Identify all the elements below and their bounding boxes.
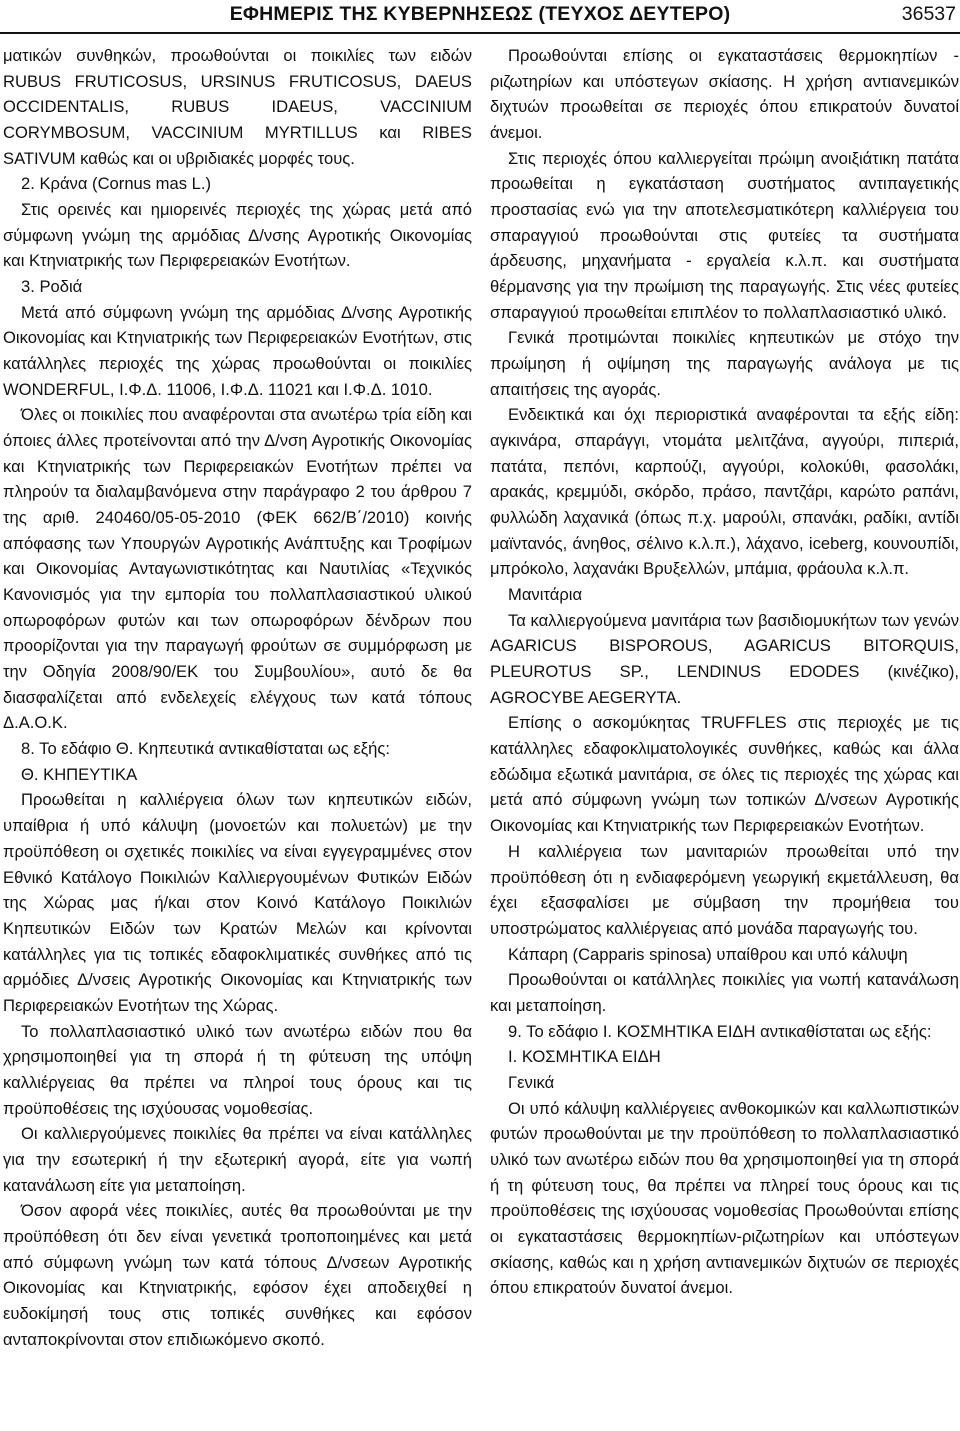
header-divider [0, 32, 960, 34]
paragraph: Προωθείται η καλλιέργεια όλων των κηπευτικών ειδών, υπαίθρια ή υπό κάλυψη (μονοετών και πολυετών) με την προϋπόθεση οι σχετικές ποικιλίες να είναι εγγεγραμμένες στον Εθνικό Κατάλογο Ποικιλιών Καλλιεργουμένων Φυτικών Ειδών της Χώρας μας ή/και στον Κοινό Κατάλογο Ποικιλιών Κηπευτικών Ειδών των Κρατών Μελών και κρίνονται κατάλληλες για τις τοπικές εδαφοκλιματικές συνθήκες από τις αρμόδιες Δ/νσεις Αγροτικής Οικονομίας και Κτηνιατρικής των Περιφερειακών Ενοτήτων της Χώρας. [3, 790, 472, 1015]
paragraph: Μετά από σύμφωνη γνώμη της αρμόδιας Δ/νσης Αγροτικής Οικονομίας και Κτηνιατρικής των Περιφερειακών Ενοτήτων, στις κατάλληλες περιοχές της χώρας προωθούνται οι ποικιλίες WONDERFUL, Ι.Φ.Δ. 11006, Ι.Φ.Δ. 11021 και Ι.Φ.Δ. 1010. [3, 302, 472, 399]
paragraph: Γενικά προτιμώνται ποικιλίες κηπευτικών με στόχο την πρωίμηση ή οψίμηση της παραγωγής ανάλογα με τις απαιτήσεις της αγοράς. [490, 328, 959, 399]
section-heading: 2. Κράνα (Cornus mas L.) [21, 174, 212, 194]
paragraph: Το πολλαπλασιαστικό υλικό των ανωτέρω ειδών που θα χρησιμοποιηθεί για τη σπορά ή τη φύτευση της υπόψη καλλιέργειας θα πρέπει να πληροί τους όρους και τις προϋποθέσεις της ισχύουσας νομοθεσίας. [3, 1021, 472, 1118]
paragraph: 9. Το εδάφιο Ι. ΚΟΣΜΗΤΙΚΑ ΕΙΔΗ αντικαθίσταται ως εξής: [508, 1021, 932, 1041]
page-number: 36537 [901, 3, 956, 25]
paragraph: Στις ορεινές και ημιορεινές περιοχές της χώρας μετά από σύμφωνη γνώμη της αρμόδιας Δ/νσης Αγροτικής Οικονομίας και Κτηνιατρικής των Περιφερειακών Ενοτήτων. [3, 200, 472, 271]
section-heading: Μανιτάρια [508, 585, 583, 605]
paragraph: Όσον αφορά νέες ποικιλίες, αυτές θα προωθούνται με την προϋπόθεση ότι δεν είναι γενετικά τροποποιημένες και μετά από σύμφωνη γνώμη των κατά τόπους Δ/νσεων Αγροτικής Οικονομίας και Κτηνιατρικής, εφόσον έχει αποδειχθεί η ευδοκίμησή τους στις τοπικές συνθήκες και εφόσον ανταποκρίνονται στον επιδιωκόμενο σκοπό. [3, 1201, 472, 1349]
paragraph: Οι υπό κάλυψη καλλιέργειες ανθοκομικών και καλλωπιστικών φυτών προωθούνται με την προϋπόθεση το πολλαπλασιαστικό υλικό των ανωτέρω ειδών που θα χρησιμοποιηθεί για τη σπορά ή τη φύτευση τους, θα πρέπει να πληρεί τους όρους και τις προϋποθέσεις της ισχύουσας νομοθεσίας Προωθούνται επίσης οι εγκαταστάσεις θερμοκηπίων-ριζωτηρίων και υπόστεγων σκίασης, καθώς και η χρήση αντιανεμικών διχτυών σε περιοχές όπου επικρατούν δυνατοί άνεμοι. [490, 1098, 959, 1298]
section-heading: Ι. ΚΟΣΜΗΤΙΚΑ ΕΙΔΗ [508, 1047, 661, 1067]
paragraph: Προωθούνται οι κατάλληλες ποικιλίες για νωπή κατανάλωση και μεταποίηση. [490, 970, 959, 1015]
right-column [490, 43, 959, 1301]
paragraph: Προωθούνται επίσης οι εγκαταστάσεις θερμοκηπίων - ριζωτηρίων και υπόστεγων σκίασης. Η χρήση αντιανεμικών διχτυών προωθείται σε περιοχές όπου επικρατούν δυνατοί άνεμοι. [490, 46, 959, 143]
left-column [3, 43, 472, 1352]
paragraph: 8. Το εδάφιο Θ. Κηπευτικά αντικαθίσταται ως εξής: [21, 739, 391, 759]
section-heading: 3. Ροδιά [21, 277, 83, 297]
gazette-title: ΕΦΗΜΕΡΙΣ ΤΗΣ ΚΥΒΕΡΝΗΣΕΩΣ (ΤΕΥΧΟΣ ΔΕΥΤΕΡΟ) [229, 3, 731, 25]
paragraph: ματικών συνθηκών, προωθούνται οι ποικιλίες των ειδών RUBUS FRUTICOSUS, URSINUS FRUTICOSUS, DAEUS OCCIDENTALIS, RUBUS IDAEUS, VACCINIUM CORYMBOSUM, VACCINIUM MYRTILLUS και RIBES SATIVUM καθώς και οι υβριδιακές μορφές τους. [3, 46, 472, 168]
section-heading: Κάπαρη (Capparis spinosa) υπαίθρου και υπό κάλυψη [508, 944, 908, 964]
paragraph: Τα καλλιεργούμενα μανιτάρια των βασιδιομυκήτων των γενών AGARICUS BISPOROUS, AGARICUS BITORQUIS, PLEUROTUS SP., LENDINUS EDODES (κινέζικο), AGROCYBE AEGERYTA. [490, 610, 959, 707]
paragraph: Όλες οι ποικιλίες που αναφέρονται στα ανωτέρω τρία είδη και όποιες άλλες προτείνονται από την Δ/νση Αγροτικής Οικονομίας και Κτηνιατρικής των Περιφερειακών Ενοτήτων πρέπει να πληρούν τα διαλαμβανόμενα στην παράγραφο 2 του άρθρου 7 της αριθ. 240460/05-05-2010 (ΦΕΚ 662/Β΄/2010) κοινής απόφασης των Υπουργών Αγροτικής Ανάπτυξης και Τροφίμων και Οικονομίας Ανταγωνιστικότητας και Ναυτιλίας «Τεχνικός Κανονισμός για την εμπορία του πολλαπλασιαστικού υλικού οπωροφόρων φυτών και των οπωροφόρων δένδρων που προορίζονται για την παραγωγή φρούτων σε συμμόρφωση με την Οδηγία 2008/90/ΕΚ του Συμβουλίου», αυτό δε θα διασφαλίζεται από ενδελεχείς ελέγχους των κατά τόπους Δ.Α.Ο.Κ. [3, 405, 472, 733]
section-heading: Γενικά [508, 1072, 555, 1092]
paragraph: Στις περιοχές όπου καλλιεργείται πρώιμη ανοιξιάτικη πατάτα προωθείται η εγκατάσταση συστήματος αντιπαγετικής προστασίας ενώ για την αποτελεσματικότερη καλλιέργεια του σπαραγγιού προωθούνται στις φυτείες τα συστήματα άρδευσης, μηχανήματα - εργαλεία κ.λ.π. και συστήματα θέρμανσης για την πρωίμιση της παραγωγής. Στις νέες φυτείες σπαραγγιού προωθείται επιπλέον το πολλαπλασιαστικό υλικό. [490, 148, 959, 322]
paragraph: Οι καλλιεργούμενες ποικιλίες θα πρέπει να είναι κατάλληλες για την εσωτερική ή την εξωτερική αγορά, είτε για νωπή κατανάλωση είτε για μεταποίηση. [3, 1124, 472, 1195]
paragraph: Επίσης ο ασκομύκητας TRUFFLES στις περιοχές με τις κατάλληλες εδαφοκλιματολογικές συνθήκες, καθώς και άλλα εδώδιμα εξωτικά μανιτάρια, σε όλες τις περιοχές της χώρας και μετά από σύμφωνη γνώμη των τοπικών Δ/νσεων Αγροτικής Οικονομίας και Κτηνιατρικής των Περιφερειακών Ενοτήτων. [490, 713, 959, 836]
paragraph: Η καλλιέργεια των μανιταριών προωθείται υπό την προϋπόθεση ότι η ενδιαφερόμενη γεωργική εκμετάλλευση, θα έχει εξασφαλίσει με σύμβαση την προμήθεια του υποστρώματος καλλιέργειας από μονάδα παραγωγής του. [490, 841, 959, 938]
paragraph: Ενδεικτικά και όχι περιοριστικά αναφέρονται τα εξής είδη: αγκινάρα, σπαράγγι, ντομάτα μελιτζάνα, αγγούρι, πιπεριά, πατάτα, πεπόνι, καρπούζι, αγγούρι, κολοκύθι, φασολάκι, αρακάς, κρεμμύδι, σκόρδο, πράσο, παντζάρι, καρώτο ραπάνι, φυλλώδη λαχανικά (όπως π.χ. μαρούλι, σπανάκι, ραδίκι, αντίδι μαϊντανός, άνηθος, σέλινο κ.λ.π.), λάχανο, iceberg, κουνουπίδι, μπρόκολο, λαχανάκι Βρυξελλών, μπάμια, φράουλα κ.λ.π. [490, 405, 959, 579]
page-header [0, 0, 960, 34]
section-heading: Θ. ΚΗΠΕΥΤΙΚΑ [21, 764, 138, 784]
